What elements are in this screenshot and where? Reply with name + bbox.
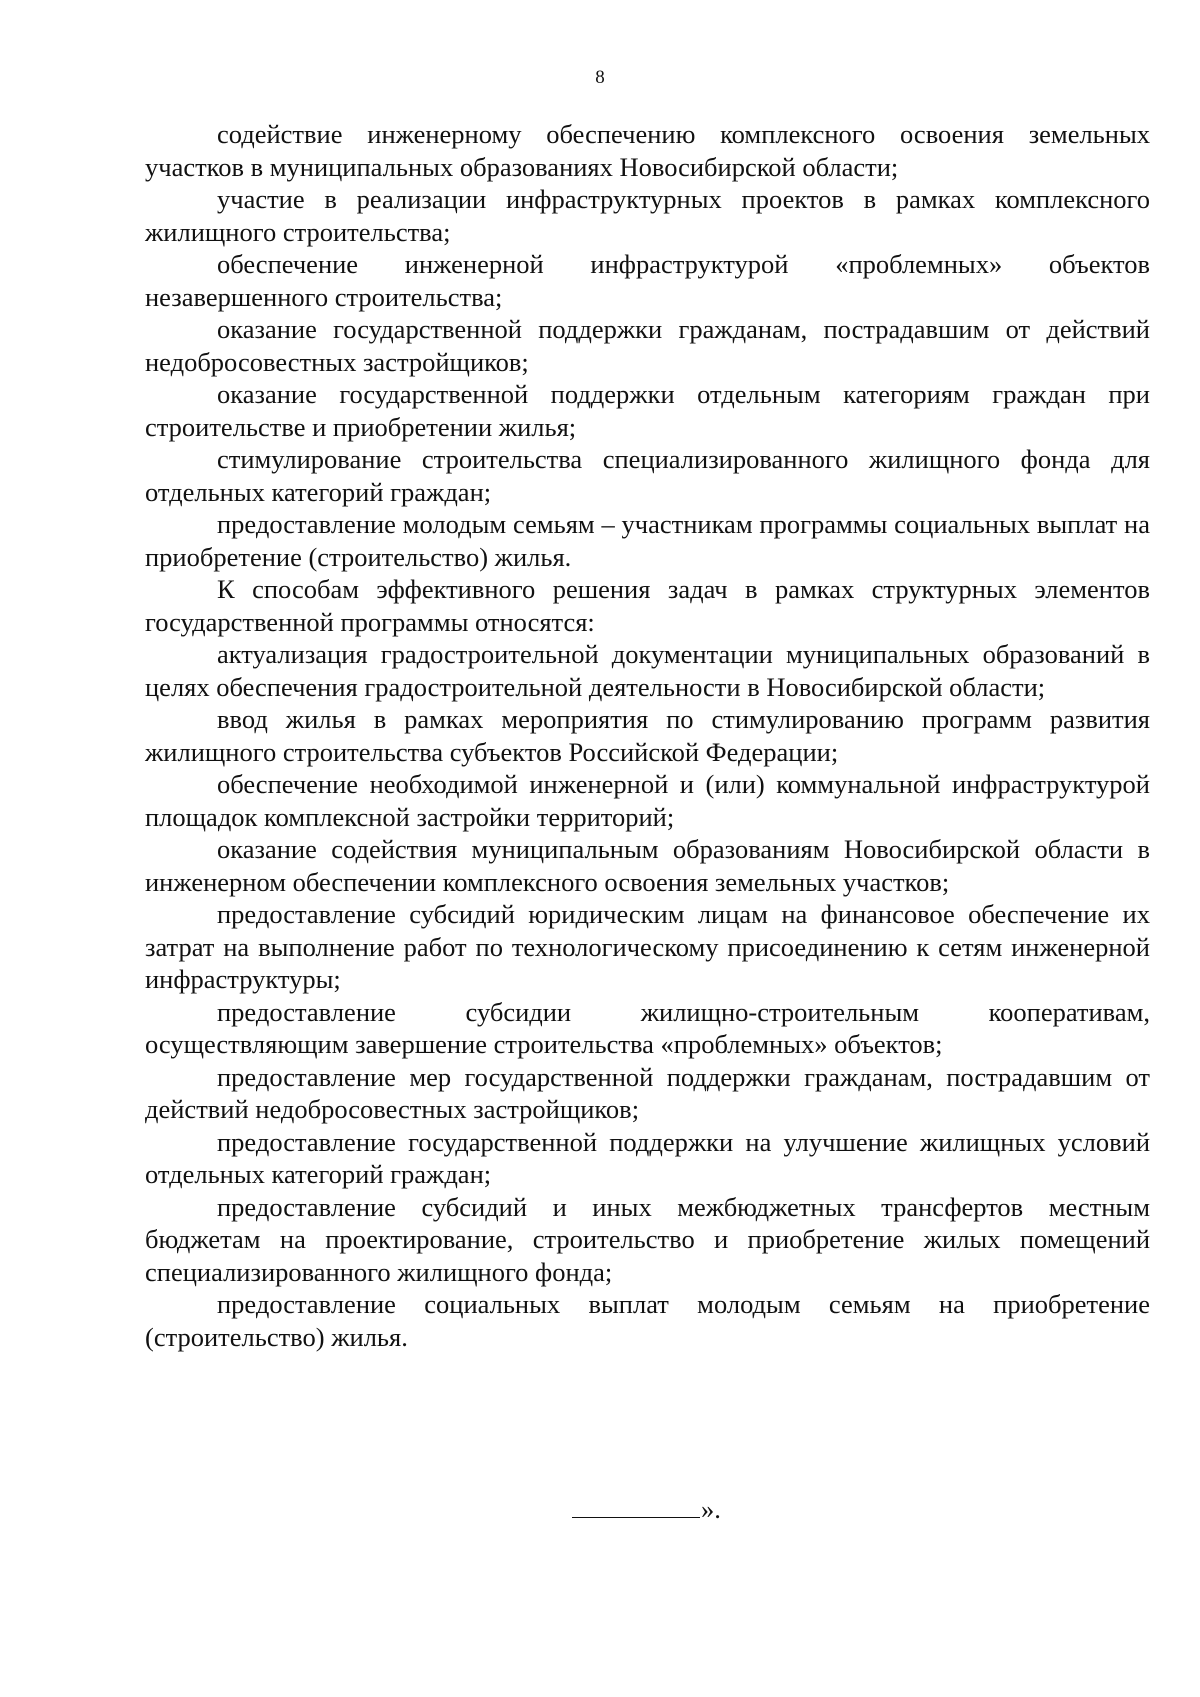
paragraph: предоставление государственной поддержки на улучшение жилищных условий отдельных категорий граждан; [145, 1126, 1150, 1189]
paragraph: ввод жилья в рамках мероприятия по стимулированию программ развития жилищного строительства субъектов Российской Федерации; [145, 704, 1150, 767]
paragraph: предоставление субсидии жилищно-строительным кооперативам, осуществляющим завершение строительства «проблемных» объектов; [145, 996, 1150, 1059]
paragraph: обеспечение необходимой инженерной и (или) коммунальной инфраструктурой площадок комплексной застройки территорий; [145, 769, 1150, 832]
page-number: 8 [595, 67, 605, 88]
document-end-mark [572, 1493, 721, 1525]
closing-quote-mark: ». [701, 1494, 721, 1524]
paragraph: стимулирование строительства специализированного жилищного фонда для отдельных категорий граждан; [145, 444, 1150, 507]
paragraph: предоставление субсидий юридическим лицам на финансовое обеспечение их затрат на выполнение работ по технологическому присоединению к сетям инженерной инфраструктуры; [145, 899, 1150, 994]
paragraph: оказание государственной поддержки отдельным категориям граждан при строительстве и приобретении жилья; [145, 379, 1150, 442]
paragraph: обеспечение инженерной инфраструктурой «проблемных» объектов незавершенного строительства; [145, 249, 1150, 312]
end-divider-line [572, 1495, 700, 1518]
document-body [145, 118, 1150, 1353]
paragraph: предоставление мер государственной поддержки гражданам, пострадавшим от действий недобросовестных застройщиков; [145, 1061, 1150, 1124]
paragraph: оказание содействия муниципальным образованиям Новосибирской области в инженерном обеспечении комплексного освоения земельных участков; [145, 834, 1150, 897]
paragraph: предоставление молодым семьям – участникам программы социальных выплат на приобретение (строительство) жилья. [145, 509, 1150, 572]
paragraph: участие в реализации инфраструктурных проектов в рамках комплексного жилищного строительства; [145, 184, 1150, 247]
paragraph: К способам эффективного решения задач в рамках структурных элементов государственной программы относятся: [145, 574, 1150, 637]
paragraph: предоставление субсидий и иных межбюджетных трансфертов местным бюджетам на проектирование, строительство и приобретение жилых помещений специализированного жилищного фонда; [145, 1191, 1150, 1287]
paragraph: оказание государственной поддержки гражданам, пострадавшим от действий недобросовестных застройщиков; [145, 314, 1150, 377]
paragraph: актуализация градостроительной документации муниципальных образований в целях обеспечения градостроительной деятельности в Новосибирской области; [145, 639, 1150, 702]
paragraph: предоставление социальных выплат молодым семьям на приобретение (строительство) жилья. [145, 1289, 1150, 1352]
paragraph: содействие инженерному обеспечению комплексного освоения земельных участков в муниципальных образованиях Новосибирской области; [145, 119, 1150, 182]
